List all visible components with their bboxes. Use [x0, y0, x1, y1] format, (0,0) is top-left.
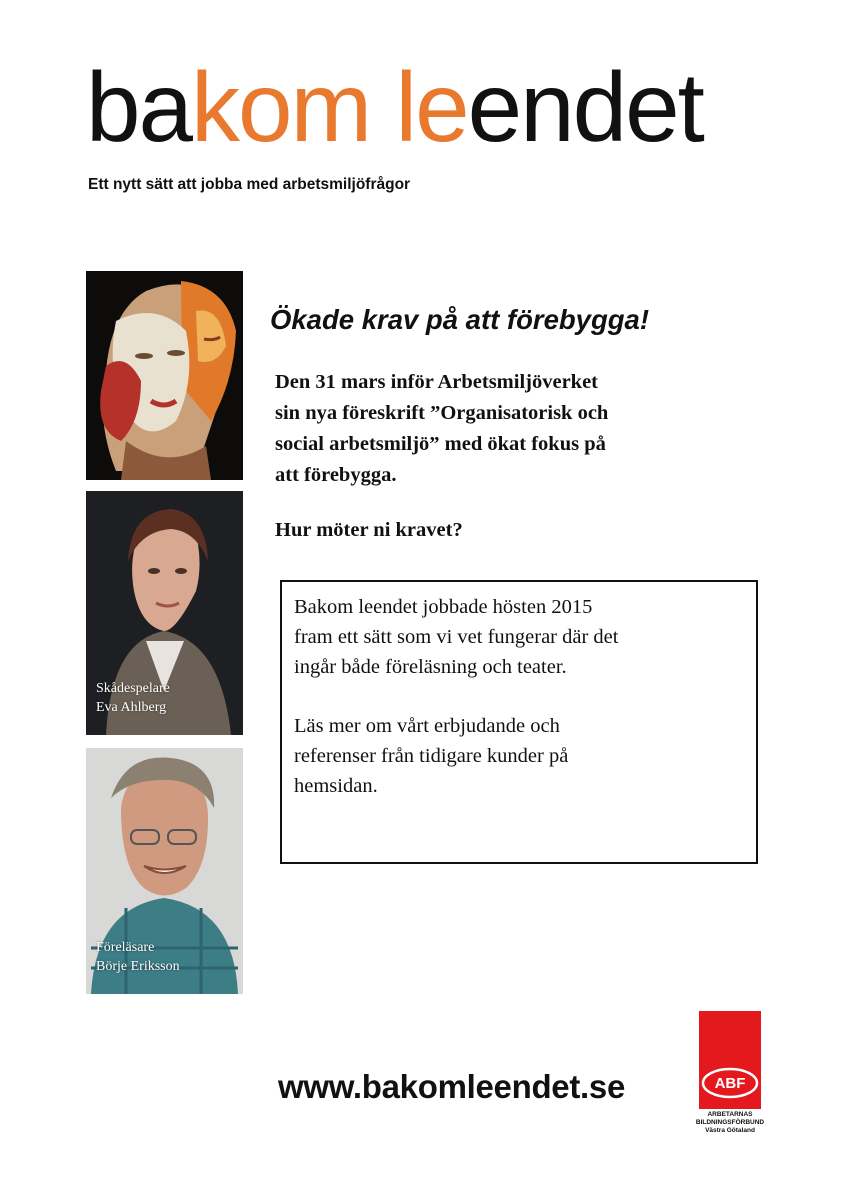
info-paragraph-1 [294, 592, 618, 682]
info-line: Bakom leendet jobbade hösten 2015 [294, 596, 593, 618]
logo-part-1: ba [86, 52, 192, 162]
info-box [280, 580, 758, 864]
info-paragraph-2 [294, 711, 568, 801]
intro-line: sin nya föreskrift ”Organisatorisk och [275, 402, 609, 424]
info-line: hemsidan. [294, 775, 378, 797]
headline: Ökade krav på att förebygga! [270, 304, 650, 335]
info-line: Läs mer om vårt erbjudande och [294, 715, 560, 737]
lecturer-caption [96, 938, 180, 976]
artwork-image [86, 271, 243, 480]
intro-line: social arbetsmiljö” med ökat fokus på [275, 433, 606, 455]
intro-line: Den 31 mars inför Arbetsmiljöverket [275, 371, 599, 393]
actor-caption [96, 679, 170, 717]
abf-line-3: Västra Götaland [705, 1127, 755, 1134]
info-line: fram ett sätt som vi vet fungerar där det [294, 626, 619, 648]
actor-name: Eva Ahlberg [96, 700, 167, 715]
intro-text [275, 367, 745, 491]
info-line: referenser från tidigare kunder på [294, 745, 569, 767]
logo-part-2: kom [191, 52, 396, 162]
abf-name [676, 1111, 784, 1135]
lecturer-name: Börje Eriksson [96, 959, 180, 974]
actor-role: Skådespelare [96, 681, 170, 696]
logo-part-3: le [395, 52, 468, 162]
lecturer-photo [86, 748, 243, 994]
logo-part-4: endet [467, 52, 703, 162]
info-line: ingår både föreläsning och teater. [294, 656, 567, 678]
abf-line-1: ARBETARNAS [707, 1111, 753, 1118]
intro-line: att förebygga. [275, 464, 397, 486]
lecturer-role: Föreläsare [96, 940, 155, 955]
tagline: Ett nytt sätt att jobba med arbetsmiljöfrågor [88, 176, 411, 193]
brand-logo [86, 52, 703, 162]
abf-line-2: BILDNINGSFÖRBUND [695, 1119, 765, 1126]
actor-photo [86, 491, 243, 735]
abf-logo [699, 1011, 761, 1109]
question: Hur möter ni kravet? [275, 519, 463, 541]
abf-badge-text: ABF [714, 1075, 746, 1092]
website-link[interactable]: www.bakomleendet.se [278, 1068, 626, 1105]
